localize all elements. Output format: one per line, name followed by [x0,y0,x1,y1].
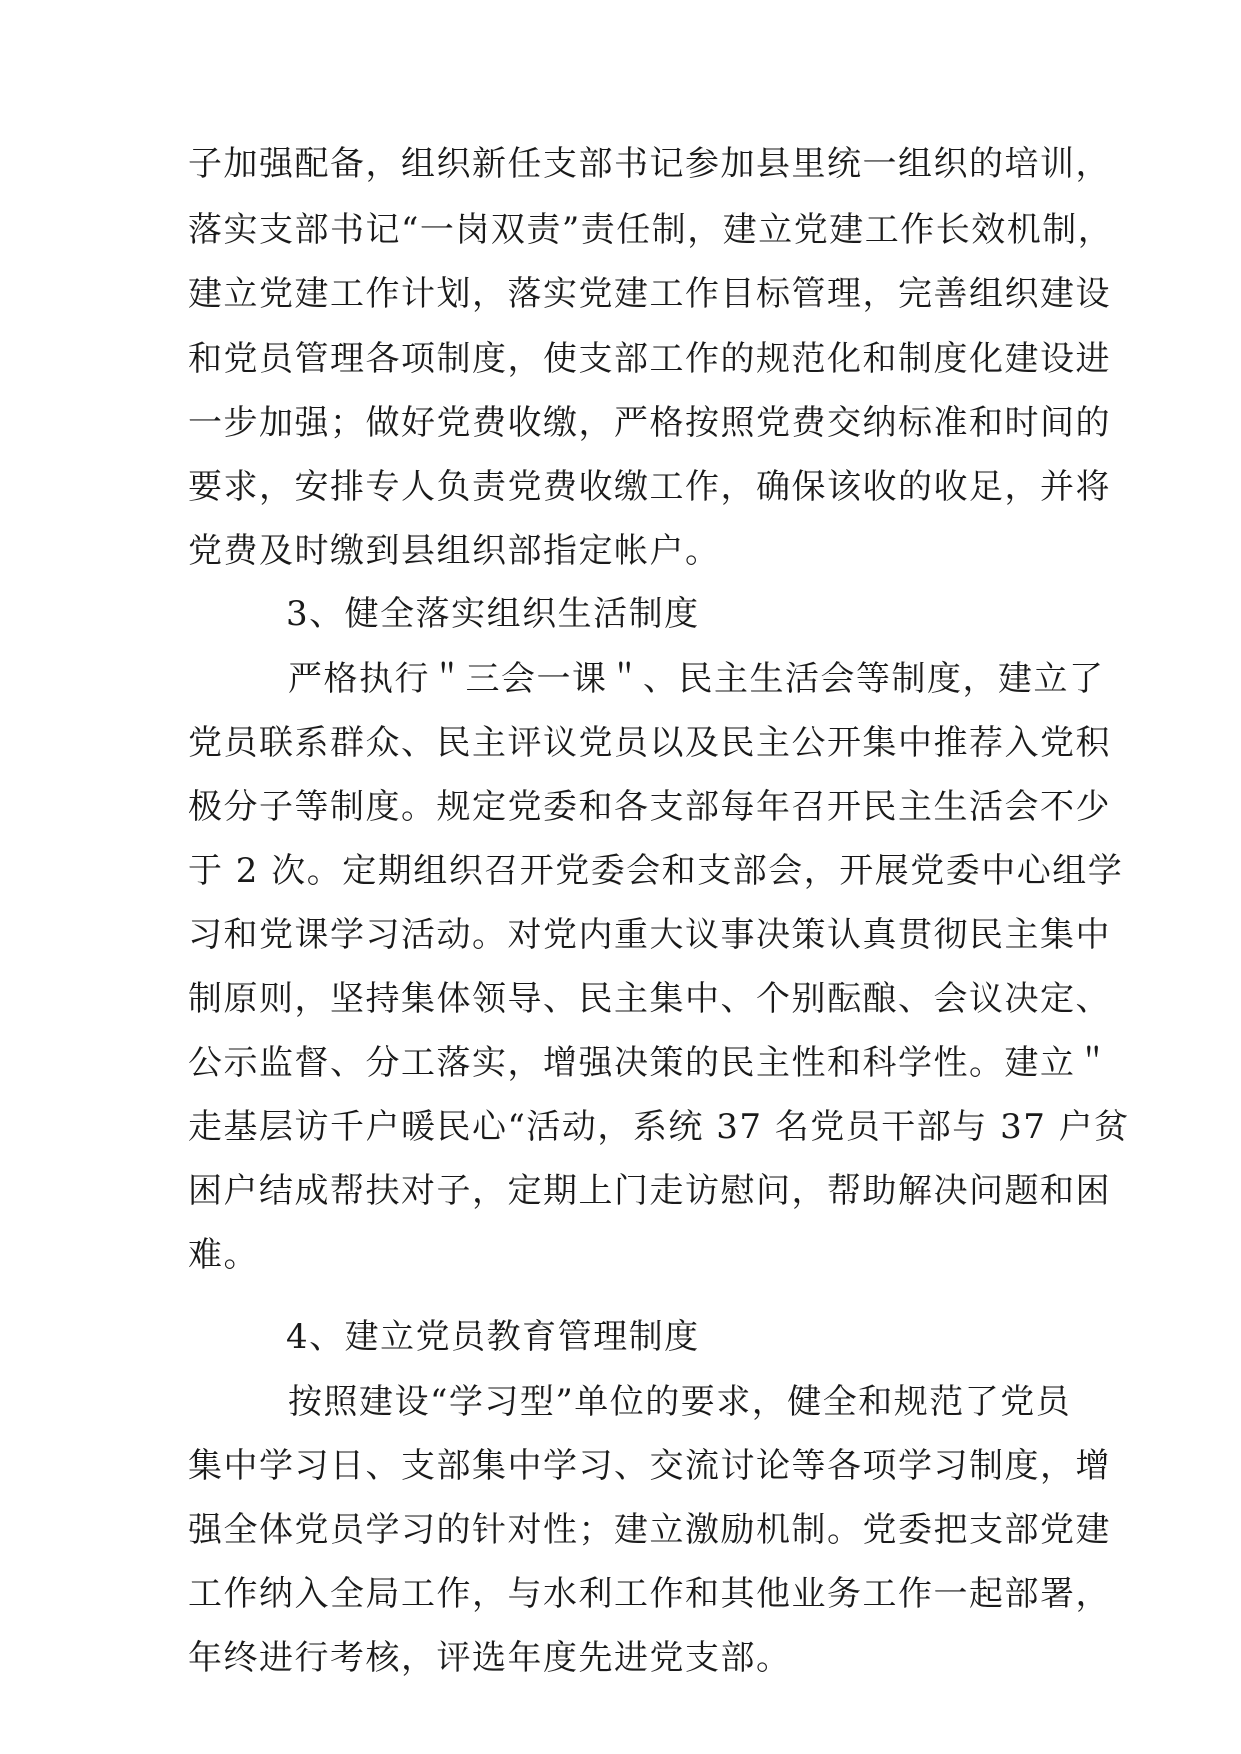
body-text-line: 集中学习日、支部集中学习、交流讨论等各项学习制度，增 [188,1446,1111,1486]
body-text-line: 工作纳入全局工作，与水利工作和其他业务工作一起部署， [188,1574,1111,1614]
body-text-line: 极分子等制度。规定党委和各支部每年召开民主生活会不少 [188,787,1111,827]
body-text-line: 和党员管理各项制度，使支部工作的规范化和制度化建设进 [188,339,1111,379]
body-text-line: 强全体党员学习的针对性；建立激励机制。党委把支部党建 [188,1510,1111,1550]
body-text-line: 一步加强；做好党费收缴，严格按照党费交纳标准和时间的 [188,403,1111,443]
body-text-line: 按照建设“学习型”单位的要求，健全和规范了党员 [288,1382,1072,1422]
body-text-line: 难。 [188,1235,259,1275]
body-text-line: 落实支部书记“一岗双责”责任制，建立党建工作长效机制， [188,210,1114,250]
body-text-line: 严格执行＂三会一课＂、民主生活会等制度，建立了 [288,659,1105,699]
section-heading: 4、建立党员教育管理制度 [286,1317,700,1357]
body-text-line: 子加强配备，组织新任支部书记参加县里统一组织的培训， [188,144,1111,184]
body-text-line: 党费及时缴到县组织部指定帐户。 [188,531,721,571]
section-heading: 3、健全落实组织生活制度 [286,594,700,634]
body-text-line: 建立党建工作计划，落实党建工作目标管理，完善组织建设 [188,274,1111,314]
body-text-line: 习和党课学习活动。对党内重大议事决策认真贯彻民主集中 [188,915,1111,955]
body-text-line: 制原则，坚持集体领导、民主集中、个别酝酿、会议决定、 [188,979,1111,1019]
body-text-line: 党员联系群众、民主评议党员以及民主公开集中推荐入党积 [188,723,1111,763]
body-text-line: 公示监督、分工落实，增强决策的民主性和科学性。建立＂ [188,1043,1111,1083]
body-text-line: 走基层访千户暖民心“活动，系统 37 名党员干部与 37 户贫 [188,1107,1130,1147]
body-text-line: 于 2 次。定期组织召开党委会和支部会，开展党委中心组学 [188,851,1124,891]
body-text-line: 困户结成帮扶对子，定期上门走访慰问，帮助解决问题和困 [188,1171,1111,1211]
body-text-line: 要求，安排专人负责党费收缴工作，确保该收的收足，并将 [188,467,1111,507]
body-text-line: 年终进行考核，评选年度先进党支部。 [188,1638,792,1678]
